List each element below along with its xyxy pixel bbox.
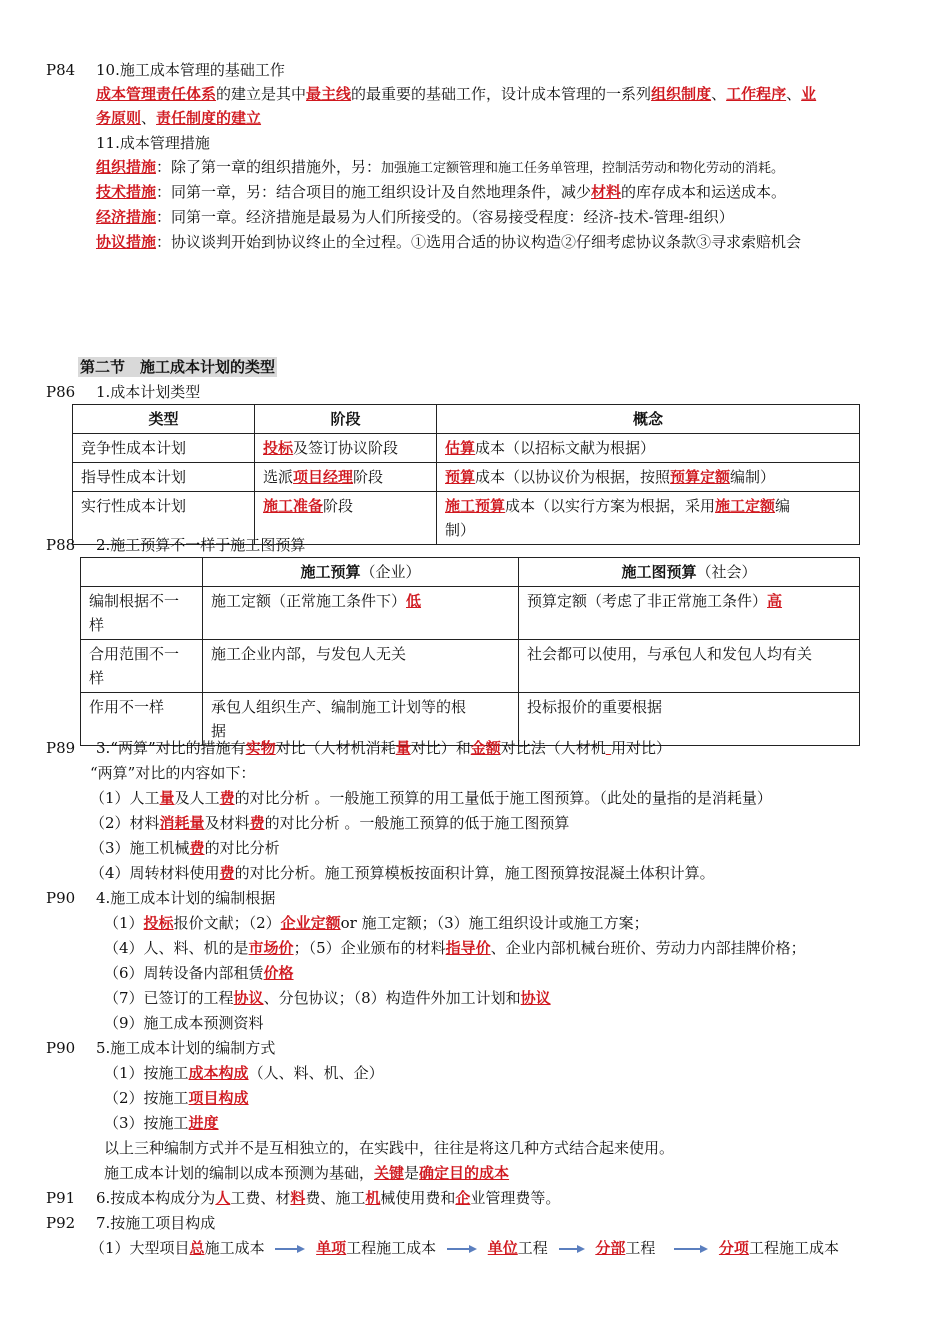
text: 报价文献；（2） [173, 914, 281, 932]
highlight: 分部 [595, 1239, 626, 1257]
paragraph-line [96, 108, 261, 128]
list-item [104, 963, 294, 983]
text: 工程 [517, 1239, 548, 1257]
text: 费、施工 [305, 1189, 366, 1207]
table-cell [437, 434, 860, 463]
text: 及材料 [204, 814, 250, 832]
heading-10: 10.施工成本管理的基础工作 [96, 61, 285, 79]
highlight: 人 [215, 1189, 231, 1207]
content-intro: “两算”对比的内容如下： [90, 764, 256, 782]
highlight: 投标 [143, 914, 174, 932]
highlight: 实物 [245, 739, 276, 757]
table-cell: 竞争性成本计划 [73, 434, 255, 463]
heading-6 [96, 1188, 560, 1208]
highlight: 务原则 [96, 109, 142, 127]
highlight: 机 [365, 1189, 381, 1207]
highlight: 关键 [374, 1164, 405, 1182]
highlight: 投标 [263, 439, 294, 457]
highlight: 最主线 [306, 85, 352, 103]
text: （6）周转设备内部租赁 [104, 964, 264, 982]
text: 的最重要的基础工作，设计成本管理的一系列 [351, 85, 652, 103]
table-header [81, 558, 203, 587]
text: 的对比分析 。一般施工预算的用工量低于施工图预算。（此处的量指的是消耗量） [234, 789, 772, 807]
text: 3.“两算”对比的措施有 [96, 739, 246, 757]
heading-5: 5.施工成本计划的编制方式 [96, 1039, 276, 1057]
text: 工程施工成本 [346, 1239, 437, 1257]
paragraph-line [96, 84, 816, 104]
text: （社会） [696, 563, 757, 581]
text: （3）按施工 [104, 1114, 189, 1132]
table-cell: 作用不一样 [81, 693, 203, 746]
highlight: 分项 [718, 1239, 749, 1257]
text: 施工成本计划的编制以成本预测为基础， [104, 1164, 375, 1182]
highlight: 业 [801, 85, 817, 103]
text: 及人工 [174, 789, 220, 807]
text: 的库存成本和运送成本。 [621, 183, 787, 201]
text: （7）已签订的工程 [104, 989, 234, 1007]
highlight: 施工准备 [263, 497, 324, 515]
text: ：同第一章。经济措施是最易为人们所接受的。（容易接受程度：经济-技术-管理-组织） [156, 208, 734, 226]
cost-breakdown-flow [90, 1238, 839, 1258]
text: （人、料、机、企） [248, 1064, 384, 1082]
cost-plan-type-table [72, 404, 860, 545]
text: ；（5）企业颁布的材料 [293, 939, 446, 957]
highlight: 市场价 [248, 939, 294, 957]
text: 制） [445, 521, 476, 539]
table-cell: 实行性成本计划 [73, 492, 255, 545]
highlight: 组织措施 [96, 158, 157, 176]
table-cell [81, 587, 203, 640]
list-item [90, 838, 280, 858]
highlight: 料 [290, 1189, 306, 1207]
text: （3）施工机械 [90, 839, 190, 857]
section-title: 第二节 施工成本计划的类型 [80, 358, 276, 376]
page-ref-p84: P84 [46, 61, 76, 79]
text: 对比法（人材机 [500, 739, 606, 757]
list-item [90, 813, 569, 833]
text: 据 [211, 722, 227, 740]
paragraph-line [104, 1163, 509, 1183]
measure-organization [96, 157, 784, 179]
text: or 施工定额；（3）施工组织设计或施工方案； [340, 914, 649, 932]
page-ref-p86: P86 [46, 383, 76, 401]
table-header [519, 558, 860, 587]
table-cell [437, 492, 860, 545]
text: 承包人组织生产、编制施工计划等的根 [211, 698, 467, 716]
text: ：同第一章，另：结合项目的施工组织设计及自然地理条件，减少 [156, 183, 592, 201]
table-header [203, 558, 519, 587]
highlight: 企 [455, 1189, 471, 1207]
text: 的对比分析 [204, 839, 280, 857]
highlight: 协议 [520, 989, 551, 1007]
text: 阶段 [323, 497, 354, 515]
page-ref-p88: P88 [46, 536, 76, 554]
list-item [104, 1113, 219, 1133]
text: 械使用费和 [380, 1189, 456, 1207]
highlight: 施工定额 [715, 497, 776, 515]
heading-4: 4.施工成本计划的编制根据 [96, 889, 276, 907]
text: 、 [141, 109, 157, 127]
text: 、 [711, 85, 727, 103]
table-row [73, 463, 860, 492]
highlight: 总 [189, 1239, 205, 1257]
text: 、分包协议；（8）构造件外加工计划和 [263, 989, 521, 1007]
text: （1）按施工 [104, 1064, 189, 1082]
text: 施工图预算 [621, 563, 697, 581]
text: （2）按施工 [104, 1089, 189, 1107]
highlight: 组织制度 [651, 85, 712, 103]
highlight: 量 [159, 789, 175, 807]
heading-11: 11.成本管理措施 [96, 134, 210, 152]
table-row [81, 640, 860, 693]
heading-1: 1.成本计划类型 [96, 383, 201, 401]
text: （1）人工 [90, 789, 160, 807]
text: 成本（以招标文献为根据） [475, 439, 656, 457]
text: 样 [89, 669, 105, 687]
measure-technical [96, 182, 786, 202]
measure-economic [96, 207, 734, 227]
highlight: 高 [767, 592, 783, 610]
page-ref-p90: P90 [46, 889, 76, 907]
highlight: 成本管理责任体系 [96, 85, 217, 103]
highlight: 消耗量 [159, 814, 205, 832]
page-ref-p92: P92 [46, 1214, 76, 1232]
text: （1）大型项目 [90, 1239, 190, 1257]
table-cell: 投标报价的重要根据 [519, 693, 860, 746]
table-cell: 社会都可以使用，与承包人和发包人均有关 [519, 640, 860, 693]
text: 是 [404, 1164, 420, 1182]
highlight: 金额 [470, 739, 501, 757]
text: （4）人、料、机的是 [104, 939, 249, 957]
highlight: 费 [219, 864, 235, 882]
text: 加强施工定额管理和施工任务单管理，控制活劳动和物化劳动的消耗。 [381, 161, 785, 176]
page-ref-p89: P89 [46, 739, 76, 757]
list-item [104, 938, 806, 958]
table-cell [255, 463, 437, 492]
table-row [73, 434, 860, 463]
highlight: 施工预算 [445, 497, 506, 515]
text: ：协议谈判开始到协议终止的全过程。①选用合适的协议构造②仔细考虑协议条款③寻求索赔机会 [156, 233, 802, 251]
text: 对比）和 [410, 739, 471, 757]
highlight: 企业定额 [280, 914, 341, 932]
text: 施工定额（正常施工条件下） [211, 592, 407, 610]
table-cell [437, 463, 860, 492]
text: 工程 [625, 1239, 656, 1257]
list-item [90, 863, 715, 883]
text: 施工成本 [204, 1239, 265, 1257]
highlight: 技术措施 [96, 183, 157, 201]
text: 的建立是其中 [216, 85, 307, 103]
highlight: 经济措施 [96, 208, 157, 226]
highlight: 预算 [445, 468, 476, 486]
text: 的对比分析。施工预算模板按面积计算，施工图预算按混凝土体积计算。 [234, 864, 715, 882]
highlight: 项目构成 [188, 1089, 249, 1107]
text: 6.按成本构成分为 [96, 1189, 216, 1207]
arrow-right-icon [559, 1244, 585, 1254]
list-item [104, 1063, 384, 1083]
list-item [104, 913, 649, 933]
text: 合用范围不一 [89, 645, 180, 663]
text: 选派 [263, 468, 294, 486]
table-cell: 指导性成本计划 [73, 463, 255, 492]
text: 施工预算 [300, 563, 361, 581]
text: 样 [89, 616, 105, 634]
highlight: 工作程序 [726, 85, 787, 103]
text: 成本（以实行方案为根据，采用 [505, 497, 716, 515]
text: 用对比） [610, 739, 671, 757]
text: （4）周转材料使用 [90, 864, 220, 882]
table-header: 类型 [73, 405, 255, 434]
text: 预算定额（考虑了非正常施工条件） [527, 592, 768, 610]
text: 及签订协议阶段 [293, 439, 399, 457]
table-cell [519, 587, 860, 640]
highlight: 确定目的成本 [419, 1164, 510, 1182]
highlight: 材料 [591, 183, 622, 201]
text: （2）材料 [90, 814, 160, 832]
highlight: 费 [189, 839, 205, 857]
text: 对比（人材机消耗 [275, 739, 396, 757]
table-header: 概念 [437, 405, 860, 434]
table-header-row [81, 558, 860, 587]
text: 、 [786, 85, 802, 103]
text: 成本（以协议价为根据，按照 [475, 468, 671, 486]
arrow-right-icon [275, 1244, 305, 1254]
arrow-right-icon [674, 1244, 708, 1254]
heading-7: 7.按施工项目构成 [96, 1214, 216, 1232]
list-item [104, 1088, 249, 1108]
highlight: 价格 [263, 964, 294, 982]
text: （1） [104, 914, 144, 932]
list-item: （9）施工成本预测资料 [104, 1014, 264, 1032]
page-ref-p91: P91 [46, 1189, 76, 1207]
text: 的对比分析 。一般施工预算的低于施工图预算 [264, 814, 570, 832]
table-header-row [73, 405, 860, 434]
highlight: 费 [219, 789, 235, 807]
text: 编制根据不一 [89, 592, 180, 610]
list-item [90, 788, 772, 808]
text: （企业） [360, 563, 421, 581]
highlight: 协议措施 [96, 233, 157, 251]
table-cell: 施工企业内部，与发包人无关 [203, 640, 519, 693]
highlight: 单项 [316, 1239, 347, 1257]
highlight: 量 [395, 739, 411, 757]
highlight: 预算定额 [670, 468, 731, 486]
table-cell [203, 587, 519, 640]
highlight: 低 [406, 592, 422, 610]
highlight: 指导价 [445, 939, 491, 957]
table-header: 阶段 [255, 405, 437, 434]
table-cell [255, 434, 437, 463]
list-item [104, 988, 551, 1008]
highlight: 单位 [487, 1239, 518, 1257]
highlight: 项目经理 [293, 468, 354, 486]
text: 业管理费等。 [470, 1189, 561, 1207]
highlight: 协议 [233, 989, 264, 1007]
measure-contract [96, 232, 801, 252]
text: 编制） [730, 468, 776, 486]
highlight: 估算 [445, 439, 476, 457]
table-cell [81, 640, 203, 693]
text: 工程施工成本 [748, 1239, 839, 1257]
budget-comparison-table [80, 557, 860, 746]
text: 阶段 [353, 468, 384, 486]
highlight: 责任制度的建立 [156, 109, 262, 127]
highlight: 费 [249, 814, 265, 832]
text: ：除了第一章的组织措施外，另： [156, 158, 382, 176]
highlight: 进度 [188, 1114, 219, 1132]
arrow-right-icon [447, 1244, 477, 1254]
heading-2: 2.施工预算不一样于施工图预算 [96, 536, 306, 554]
text: 工费、材 [230, 1189, 291, 1207]
table-row [81, 587, 860, 640]
highlight: 成本构成 [188, 1064, 249, 1082]
paragraph-line: 以上三种编制方式并不是互相独立的，在实践中，往往是将这几种方式结合起来使用。 [104, 1139, 675, 1157]
heading-3 [96, 738, 671, 758]
text: 、企业内部机械台班价、劳动力内部挂牌价格； [490, 939, 806, 957]
text: 编 [775, 497, 791, 515]
page-ref-p90: P90 [46, 1039, 76, 1057]
